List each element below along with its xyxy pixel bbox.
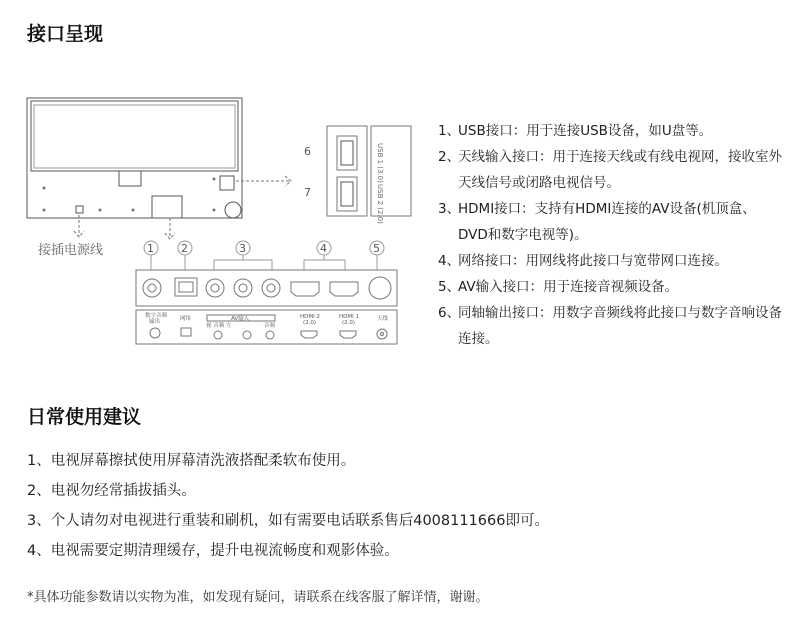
list-item: 1、 USB接口：用于连接USB设备，如U盘等。 (438, 123, 713, 139)
callout-3: 3 (239, 242, 246, 255)
usb2-label: USB 2 (2.0) (376, 184, 384, 224)
list-item: 5、 AV输入接口：用于连接音视频设备。 (438, 279, 679, 295)
power-cord-label: 接插电源线 (38, 243, 104, 258)
hdmi2-label-1: HDMI 2 (300, 314, 320, 320)
list-item: 2、 天线输入接口：用于连接天线或有线电视网，接收室外天线信号或闭路电视信号。 (438, 149, 782, 191)
callout-1: 1 (147, 242, 154, 255)
list-item: 2、电视勿经常插拔插头。 (27, 483, 196, 499)
list-item: 6、 同轴输出接口：用数字音频线将此接口与数字音响设备连接。 (438, 305, 782, 347)
tv-back-outline (27, 98, 242, 218)
list-item: 1、电视屏幕擦拭使用屏幕清洗液搭配柔软布使用。 (27, 453, 356, 469)
list-item: 4、电视需要定期清理缓存，提升电视流畅度和观影体验。 (27, 543, 399, 559)
network-label: 网络 (180, 316, 192, 322)
antenna-label: 天线 (377, 316, 389, 322)
usb1-label: USB 1 (3.0) (376, 143, 384, 183)
callout-7: 7 (304, 186, 311, 199)
section-title-usage-tips: 日常使用建议 (27, 406, 142, 428)
usage-tips-list (27, 446, 549, 566)
list-item: 3、个人请勿对电视进行重装和刷机，如有需要电话联系售后4008111666即可。 (27, 513, 549, 529)
section-title-interfaces: 接口呈现 (27, 23, 104, 45)
av-sub-label: 视 音频 左 (206, 323, 232, 329)
tv-interface-diagram (0, 88, 420, 350)
hdmi1-label-1: HDMI 1 (339, 314, 359, 320)
footnote: *具体功能参数请以实物为准，如发现有疑问，请联系在线客服了解详情，谢谢。 (27, 590, 489, 605)
port-description-list (438, 118, 783, 352)
av-input-label: AV输入 (231, 316, 250, 322)
port-panel-top (136, 270, 397, 306)
callout-5: 5 (373, 242, 380, 255)
optical-label-1: 数字音频 (145, 313, 168, 319)
hdmi1-label-2: (2.0) (342, 320, 356, 326)
list-item: 3、 HDMI接口：支持有HDMI连接的AV设备(机顶盒、DVD和数字电视等)。 (438, 201, 756, 243)
callout-2: 2 (181, 242, 188, 255)
optical-label-2: 输出 (149, 319, 161, 325)
callout-6: 6 (304, 145, 311, 158)
av-right-label: 音频 (264, 323, 276, 329)
list-item: 4、 网络接口：用网线将此接口与宽带网口连接。 (438, 253, 728, 269)
callout-4: 4 (320, 242, 327, 255)
side-usb-panel (327, 126, 411, 216)
hdmi2-label-2: (2.0) (303, 320, 317, 326)
